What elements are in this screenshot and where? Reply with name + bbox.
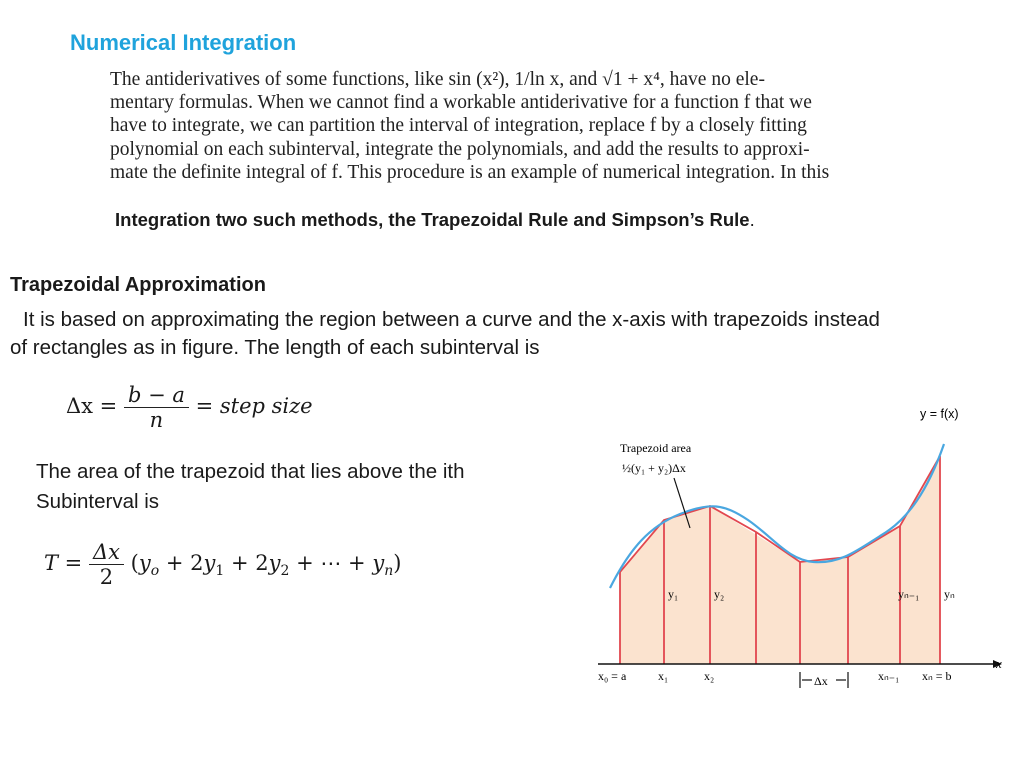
excerpt-line-2: mentary formulas. When we cannot find a workable antiderivative for a function f that we xyxy=(110,92,812,114)
excerpt-line-3: have to integrate, we can partition the interval of integration, replace f by a closely fitting xyxy=(110,115,807,137)
eq2-plus-1: + 2 xyxy=(159,551,204,575)
dx-label: Δx xyxy=(814,674,828,688)
paragraph-line-1: It is based on approximating the region between a curve and the x-axis with trapezoids instead xyxy=(23,308,880,331)
x-axis-label: x xyxy=(996,656,1002,671)
curve-label: y = f(x) xyxy=(920,407,959,421)
eq2-open-paren: ( xyxy=(130,551,139,575)
y1-label: y₁ xyxy=(668,587,679,601)
textbook-excerpt xyxy=(110,68,910,184)
eq1-lhs: Δx = xyxy=(66,394,118,418)
methods-period: . xyxy=(749,209,755,230)
area-description xyxy=(36,457,465,517)
eq2-fraction xyxy=(89,540,124,589)
trapezoid-area-label: Trapezoid area xyxy=(620,441,692,455)
excerpt-line-5: mate the definite integral of f. This procedure is an example of numerical integration. In this xyxy=(110,161,830,183)
eq2-denominator: 2 xyxy=(99,565,114,589)
page-title: Numerical Integration xyxy=(70,30,297,55)
methods-text: Integration two such methods, the Trapezoidal Rule and Simpson’s Rule xyxy=(115,209,750,230)
x2-label: x₂ xyxy=(704,669,715,683)
trapezoid-fill xyxy=(620,456,940,664)
eq2-y0-sub: o xyxy=(150,563,160,580)
area-line-2: Subinterval is xyxy=(36,490,160,513)
eq2-y2: y xyxy=(268,551,281,575)
trapezoid-rule-equation xyxy=(44,540,401,589)
trapezoid-figure xyxy=(588,400,1008,700)
eq1-denominator: n xyxy=(149,408,164,432)
paragraph-line-2: of rectangles as in figure. The length of each subinterval is xyxy=(10,336,540,359)
eq2-yn: y xyxy=(372,551,385,575)
excerpt-line-4: polynomial on each subinterval, integrate the polynomials, and add the results to approxi- xyxy=(110,138,810,160)
eq2-plus-2: + 2 xyxy=(224,551,269,575)
excerpt-line-1: The antiderivatives of some functions, like sin (x²), 1/ln x, and √1 + x⁴, have no ele- xyxy=(110,69,765,90)
xn-label: xₙ = b xyxy=(922,669,952,683)
methods-line xyxy=(115,209,755,231)
eq2-dots: + ⋯ + xyxy=(289,551,373,575)
section-paragraph xyxy=(10,306,1020,362)
section-heading: Trapezoidal Approximation xyxy=(10,274,266,296)
area-line-1: The area of the trapezoid that lies above the ith xyxy=(36,460,465,483)
eq2-y0: y xyxy=(138,551,151,575)
x0-label: x₀ = a xyxy=(598,669,627,683)
trapezoid-area-formula: ½(y₁ + y₂)Δx xyxy=(622,461,686,475)
eq2-y2-sub: 2 xyxy=(280,563,290,580)
eq2-y1-sub: 1 xyxy=(215,563,225,580)
step-size-equation xyxy=(66,383,313,432)
yn-label: yₙ xyxy=(944,587,955,601)
y2-label: y₂ xyxy=(714,587,725,601)
xn1-label: xₙ₋₁ xyxy=(878,669,900,683)
eq2-close-paren: ) xyxy=(393,551,402,575)
eq1-numerator: b − a xyxy=(124,383,189,408)
eq2-y1: y xyxy=(203,551,216,575)
yn1-label: yₙ₋₁ xyxy=(898,587,920,601)
x1-label: x₁ xyxy=(658,669,669,683)
eq1-fraction xyxy=(124,383,189,432)
eq1-rhs: = step size xyxy=(195,394,313,418)
eq2-lhs: T = xyxy=(44,551,83,575)
eq2-yn-sub: n xyxy=(384,563,394,580)
eq2-numerator: Δx xyxy=(89,540,124,565)
